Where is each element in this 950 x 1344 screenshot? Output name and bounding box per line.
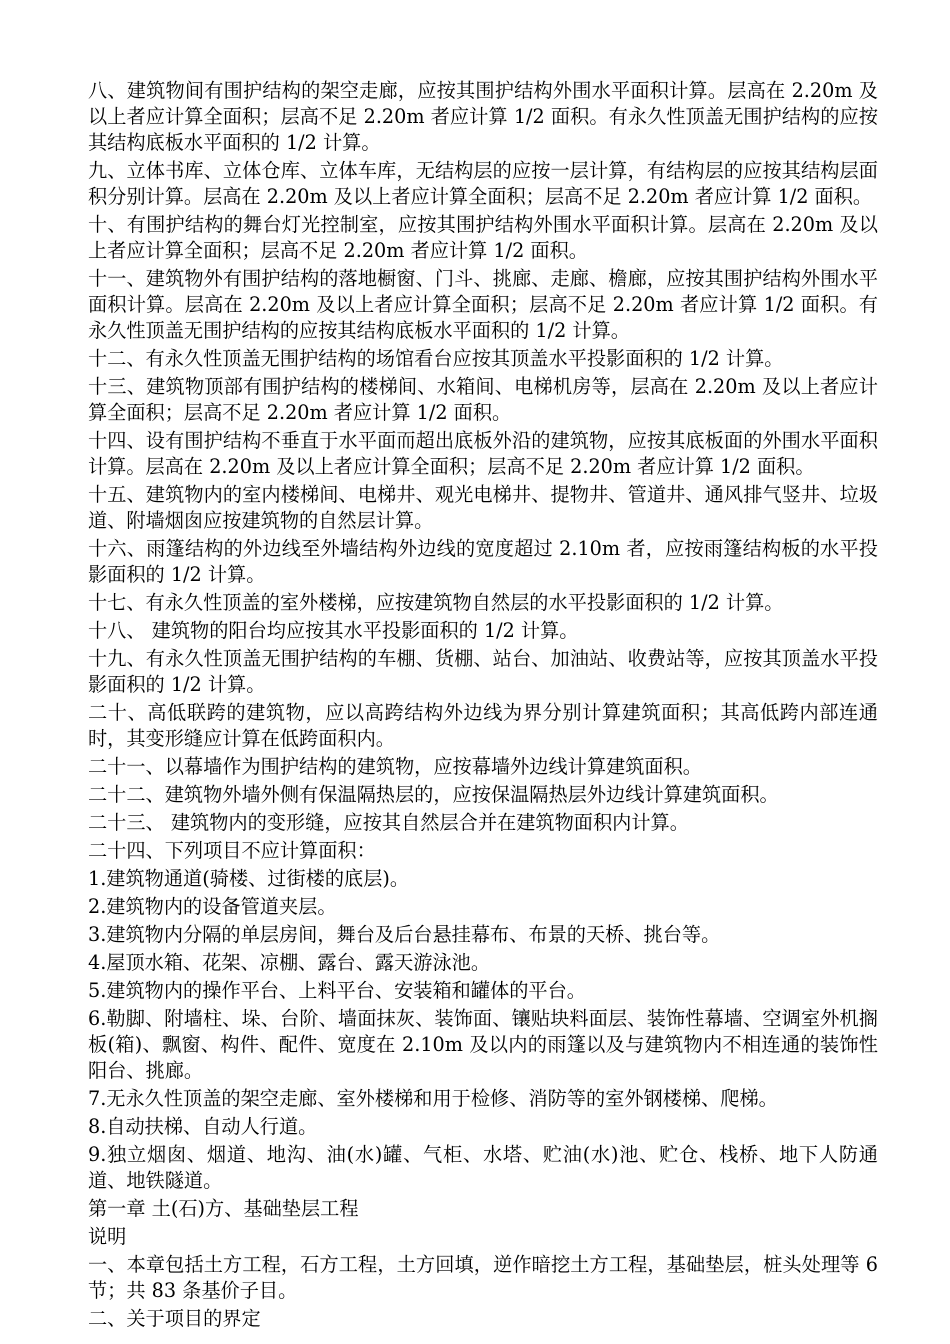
paragraph-12: 十二、有永久性顶盖无围护结构的场馆看台应按其顶盖水平投影面积的 1/2 计算。: [88, 347, 784, 370]
list-item-1: 1.建筑物通道(骑楼、过街楼的底层)。: [88, 867, 410, 890]
document-page: [88, 78, 878, 1334]
notes-paragraph-2: 二、关于项目的界定: [88, 1307, 261, 1330]
paragraph-18: 十八、 建筑物的阳台均应按其水平投影面积的 1/2 计算。: [88, 619, 579, 642]
list-item-3: 3.建筑物内分隔的单层房间，舞台及后台悬挂幕布、布景的天桥、挑台等。: [88, 923, 721, 946]
paragraph-8: 八、建筑物间有围护结构的架空走廊，应按其围护结构外围水平面积计算。层高在 2.20m 及以上者应计算全面积；层高不足 2.20m 者应计算 1/2 面积。有永久性顶盖无围护结构的应按其结构底板水平面积的 1/2 计算。: [88, 79, 878, 154]
list-item-9: 9.独立烟囱、烟道、地沟、油(水)罐、气柜、水塔、贮油(水)池、贮仓、栈桥、地下人防通道、地铁隧道。: [88, 1143, 878, 1192]
chapter-heading: 第一章 土(石)方、基础垫层工程: [88, 1197, 359, 1220]
paragraph-16: 十六、雨篷结构的外边线至外墙结构外边线的宽度超过 2.10m 者，应按雨篷结构板的水平投影面积的 1/2 计算。: [88, 537, 878, 586]
section-heading-notes: 说明: [88, 1225, 127, 1248]
paragraph-21: 二十一、以幕墙作为围护结构的建筑物，应按幕墙外边线计算建筑面积。: [88, 755, 702, 778]
paragraph-17: 十七、有永久性顶盖的室外楼梯，应按建筑物自然层的水平投影面积的 1/2 计算。: [88, 591, 784, 614]
list-item-6: 6.勒脚、附墙柱、垛、台阶、墙面抹灰、装饰面、镶贴块料面层、装饰性幕墙、空调室外机搁板(箱)、飘窗、构件、配件、宽度在 2.10m 及以内的雨篷以及与建筑物内不相连通的装饰性阳台、挑廊。: [88, 1007, 878, 1082]
list-item-8: 8.自动扶梯、自动人行道。: [88, 1115, 318, 1138]
paragraph-20: 二十、高低联跨的建筑物，应以高跨结构外边线为界分别计算建筑面积；其高低跨内部连通时，其变形缝应计算在低跨面积内。: [88, 701, 878, 750]
paragraph-14: 十四、设有围护结构不垂直于水平面而超出底板外沿的建筑物，应按其底板面的外围水平面积计算。层高在 2.20m 及以上者应计算全面积；层高不足 2.20m 者应计算 1/2 面积。: [88, 429, 878, 478]
list-item-2: 2.建筑物内的设备管道夹层。: [88, 895, 337, 918]
paragraph-10: 十、有围护结构的舞台灯光控制室，应按其围护结构外围水平面积计算。层高在 2.20m 及以上者应计算全面积；层高不足 2.20m 者应计算 1/2 面积。: [88, 213, 878, 262]
paragraph-22: 二十二、建筑物外墙外侧有保温隔热层的，应按保温隔热层外边线计算建筑面积。: [88, 783, 779, 806]
notes-paragraph-1: 一、本章包括土方工程，石方工程，土方回填，逆作暗挖土方工程，基础垫层，桩头处理等 6 节；共 83 条基价子目。: [88, 1253, 878, 1302]
paragraph-19: 十九、有永久性顶盖无围护结构的车棚、货棚、站台、加油站、收费站等，应按其顶盖水平投影面积的 1/2 计算。: [88, 647, 878, 696]
list-item-4: 4.屋顶水箱、花架、凉棚、露台、露天游泳池。: [88, 951, 491, 974]
paragraph-9: 九、立体书库、立体仓库、立体车库，无结构层的应按一层计算，有结构层的应按其结构层面积分别计算。层高在 2.20m 及以上者应计算全面积；层高不足 2.20m 者应计算 1/2 面积。: [88, 159, 878, 208]
paragraph-23: 二十三、 建筑物内的变形缝，应按其自然层合并在建筑物面积内计算。: [88, 811, 689, 834]
paragraph-24: 二十四、下列项目不应计算面积：: [88, 839, 376, 862]
paragraph-13: 十三、建筑物顶部有围护结构的楼梯间、水箱间、电梯机房等，层高在 2.20m 及以上者应计算全面积；层高不足 2.20m 者应计算 1/2 面积。: [88, 375, 878, 424]
list-item-7: 7.无永久性顶盖的架空走廊、室外楼梯和用于检修、消防等的室外钢楼梯、爬梯。: [88, 1087, 778, 1110]
paragraph-11: 十一、建筑物外有围护结构的落地橱窗、门斗、挑廊、走廊、檐廊，应按其围护结构外围水平面积计算。层高在 2.20m 及以上者应计算全面积；层高不足 2.20m 者应计算 1/2 面积。有永久性顶盖无围护结构的应按其结构底板水平面积的 1/2 计算。: [88, 267, 878, 342]
paragraph-15: 十五、建筑物内的室内楼梯间、电梯井、观光电梯井、提物井、管道井、通风排气竖井、垃圾道、附墙烟囱应按建筑物的自然层计算。: [88, 483, 878, 532]
list-item-5: 5.建筑物内的操作平台、上料平台、安装箱和罐体的平台。: [88, 979, 586, 1002]
